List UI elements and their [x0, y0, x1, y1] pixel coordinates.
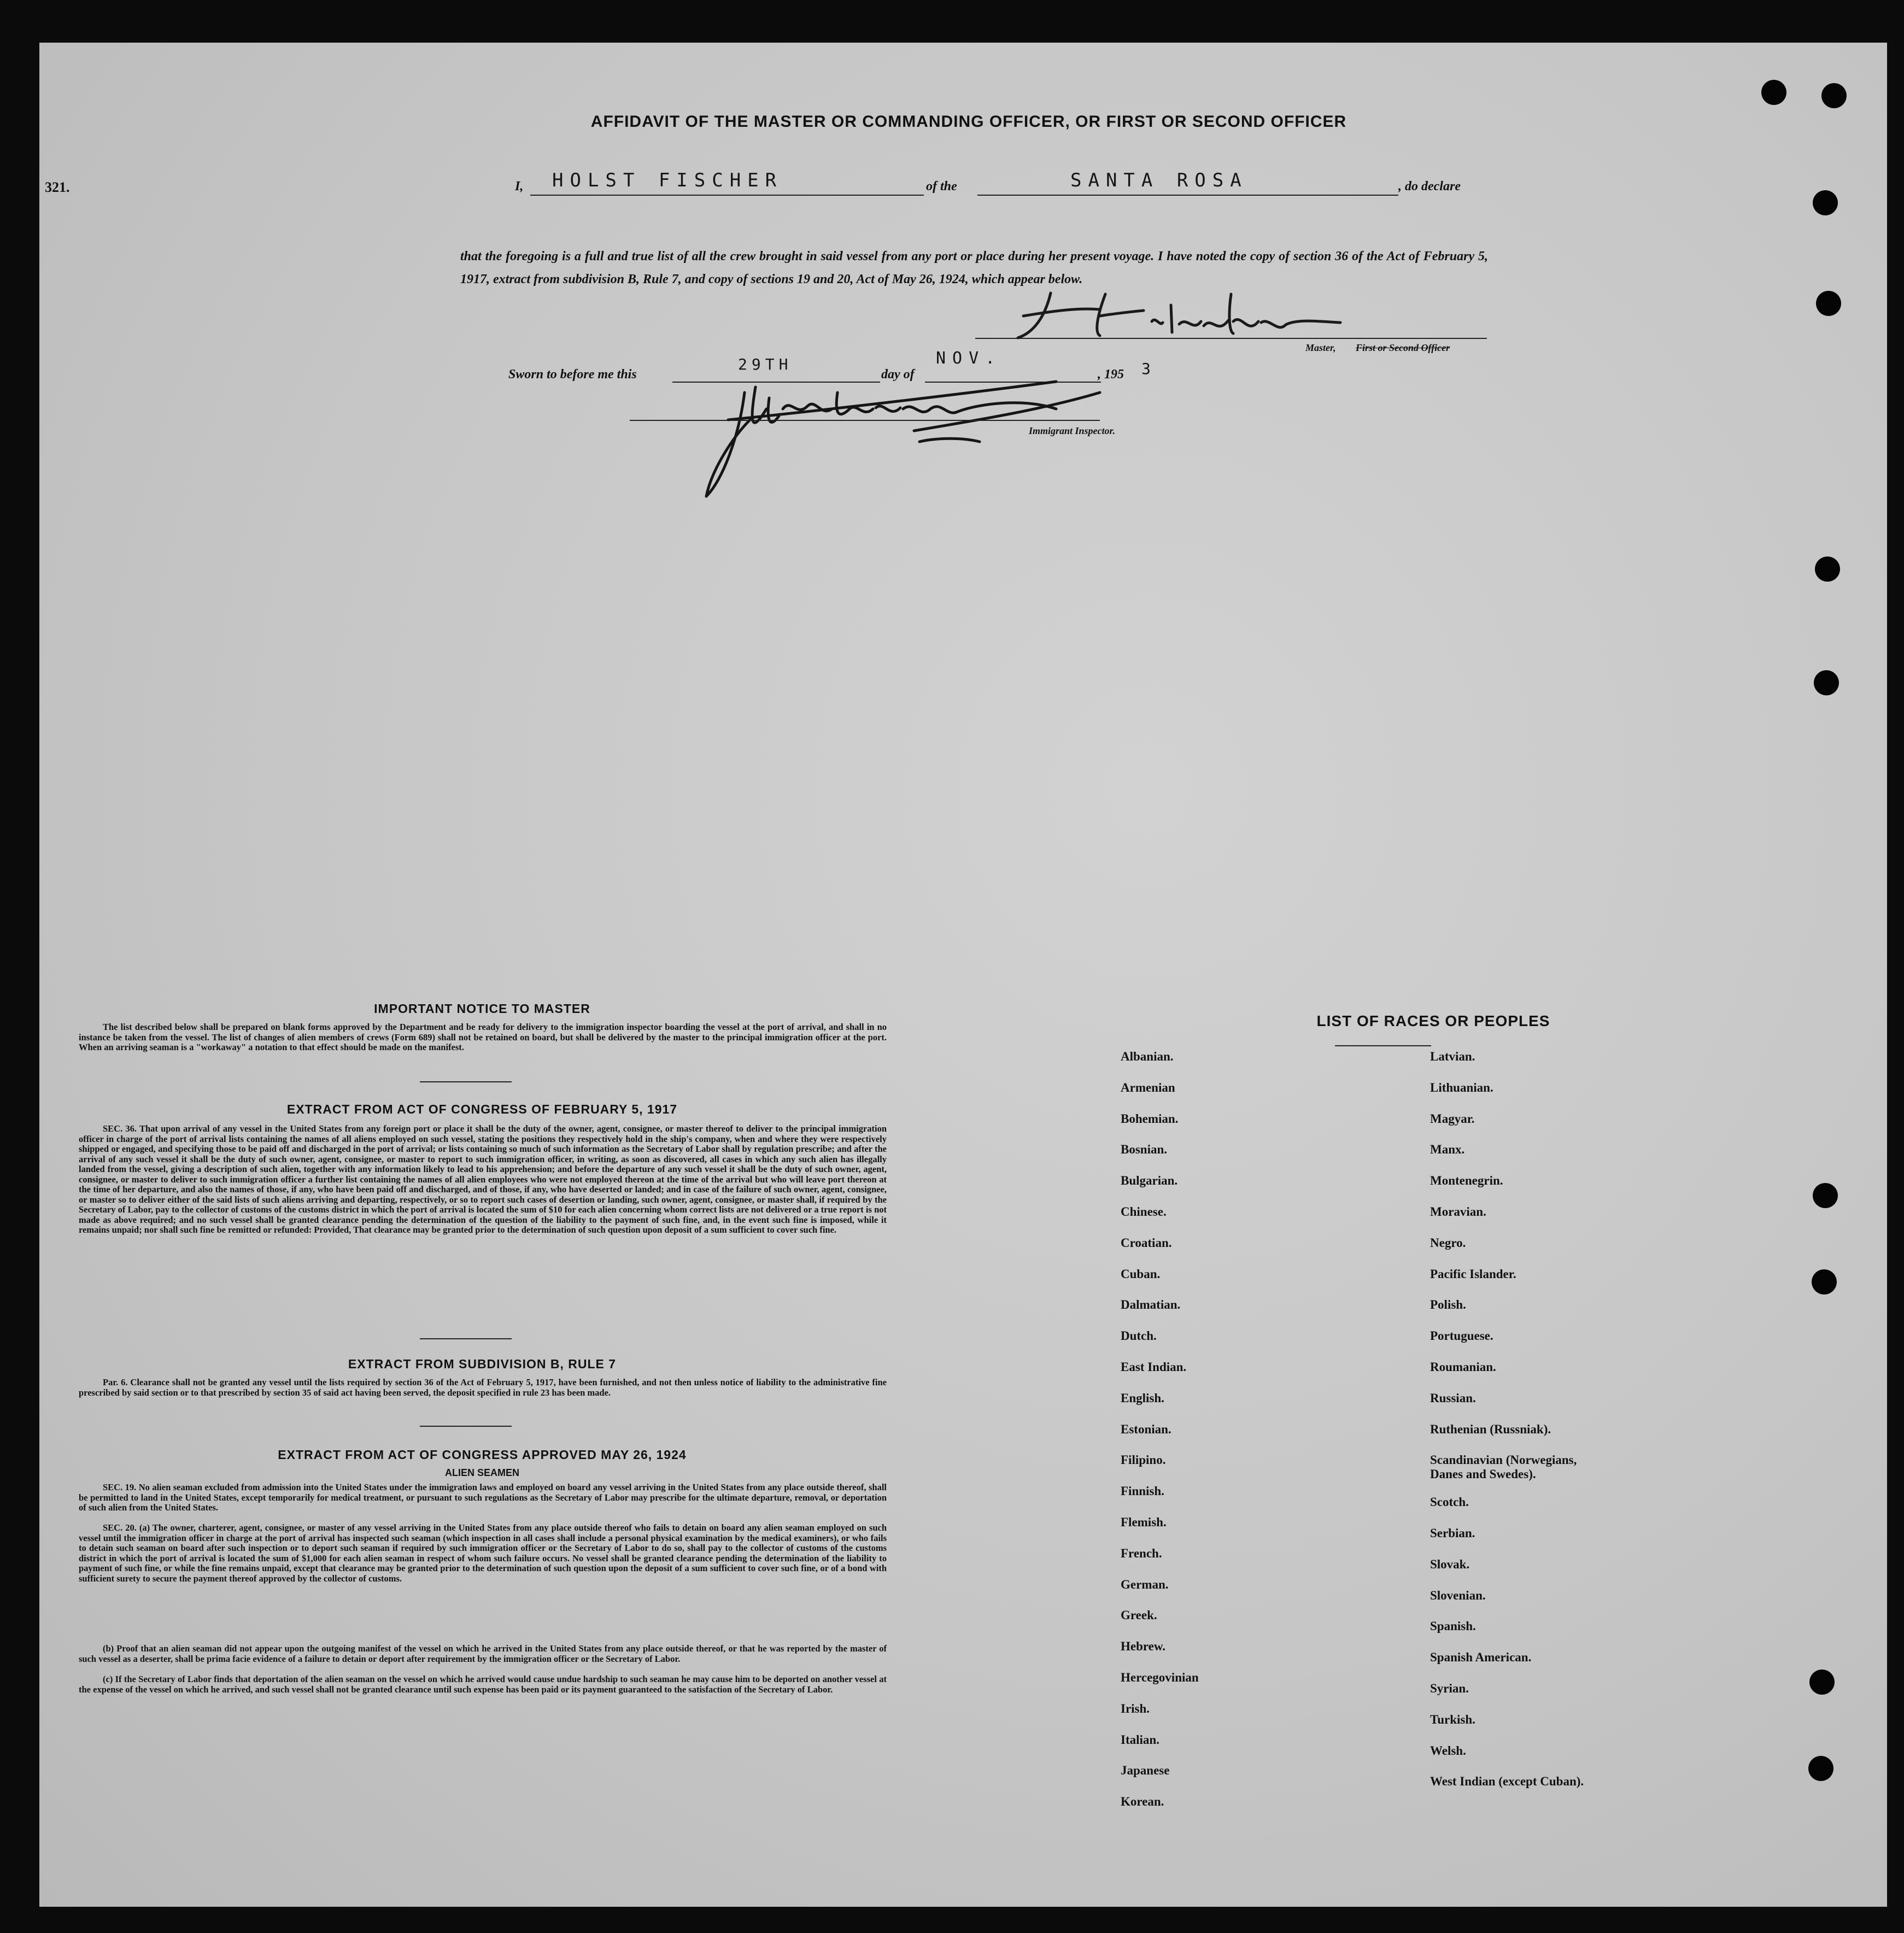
inspector-signature-line — [630, 420, 1100, 421]
do-declare-label: , do declare — [1398, 179, 1461, 194]
race-item: Japanese — [1121, 1764, 1170, 1777]
race-item: German. — [1121, 1578, 1169, 1591]
race-item: Italian. — [1121, 1733, 1159, 1747]
race-item: Irish. — [1121, 1702, 1150, 1715]
race-item: Turkish. — [1430, 1713, 1475, 1726]
race-item: East Indian. — [1121, 1360, 1187, 1374]
sworn-year-digit: 3 — [1141, 360, 1151, 378]
race-item: Syrian. — [1430, 1682, 1469, 1695]
race-item: Hercegovinian — [1121, 1671, 1199, 1684]
race-item: Welsh. — [1430, 1744, 1466, 1758]
race-item: Bosnian. — [1121, 1143, 1168, 1156]
race-item: Lithuanian. — [1430, 1081, 1493, 1094]
alien-seamen-subtitle: ALIEN SEAMEN — [444, 1467, 519, 1478]
affidavit-title: AFFIDAVIT OF THE MASTER OR COMMANDING OFFICER, OR FIRST OR SECOND OFFICER — [590, 113, 1347, 131]
notice-title: IMPORTANT NOTICE TO MASTER — [374, 1001, 590, 1016]
race-item: Slovenian. — [1430, 1589, 1486, 1602]
declaration-prefix: I, — [515, 179, 524, 194]
race-item: Moravian. — [1430, 1205, 1486, 1219]
race-item: French. — [1121, 1547, 1162, 1560]
race-item: Filipino. — [1121, 1453, 1166, 1467]
race-item: Armenian — [1121, 1081, 1175, 1094]
sworn-year-prefix: , 195 — [1098, 367, 1124, 382]
race-item: Cuban. — [1121, 1267, 1161, 1281]
race-item: Croatian. — [1121, 1236, 1172, 1250]
of-the-label: of the — [926, 179, 957, 194]
races-title-rule — [1335, 1045, 1431, 1046]
race-item: Hebrew. — [1121, 1639, 1165, 1653]
affidavit-body: that the foregoing is a full and true list of all the crew brought in said vessel from any port or place during her present voyage. I have noted the copy of section 36 of the Act of February 5, 1917, extract from subdivision B, Rule 7, and copy of sections 19 and 20, Act of May 26, 1924, which appear below. — [460, 249, 1488, 286]
section-divider — [420, 1426, 512, 1427]
race-item: Slovak. — [1430, 1557, 1470, 1571]
sec20b-text: (b) Proof that an alien seaman did not appear upon the outgoing manifest of the vessel on which he arrived in the United States from any place outside thereof, or that he was reported by the master of such vessel as a deserter, shall be prima facie evidence of a failure to detain or deport after requirement by the immigration officer or the Secretary of Labor. — [79, 1643, 887, 1664]
day-of-label: day of — [881, 367, 915, 382]
race-item: Scotch. — [1430, 1495, 1469, 1509]
extract-1917-title: EXTRACT FROM ACT OF CONGRESS OF FEBRUARY 5, 1917 — [286, 1102, 678, 1116]
race-item: Bohemian. — [1121, 1112, 1179, 1126]
race-item: Pacific Islander. — [1430, 1267, 1516, 1281]
race-item: Polish. — [1430, 1298, 1466, 1311]
margin-mark: 321. — [45, 179, 70, 195]
race-item: Russian. — [1430, 1391, 1476, 1405]
binder-hole — [1812, 1269, 1837, 1294]
binder-hole — [1816, 291, 1841, 316]
race-item: Spanish. — [1430, 1619, 1476, 1633]
section-divider — [420, 1081, 512, 1082]
race-item: Bulgarian. — [1121, 1174, 1178, 1187]
sworn-day: 29TH — [738, 355, 793, 373]
section-divider — [420, 1338, 512, 1339]
sworn-month: NOV. — [936, 349, 1002, 368]
rule7-text: Par. 6. Clearance shall not be granted any vessel until the lists required by section 36 of the Act of February 5, 1917, have been furnished, and not then unless notice of liability to the administrative fine prescribed by said section or to that prescribed by section 35 of said act having been served, the deposit specified in rule 23 has been made. — [79, 1377, 887, 1398]
race-item: Portuguese. — [1430, 1329, 1493, 1343]
binder-hole — [1814, 670, 1839, 695]
vessel-name: SANTA ROSA — [1070, 169, 1248, 191]
rule7-title: EXTRACT FROM SUBDIVISION B, RULE 7 — [348, 1357, 617, 1371]
binder-hole — [1821, 83, 1847, 108]
race-item: Finnish. — [1121, 1484, 1164, 1498]
binder-hole — [1815, 557, 1840, 582]
notice-text: The list described below shall be prepared on blank forms approved by the Department and be ready for delivery to the immigration inspector boarding the vessel at the port of arrival, and shall in no instance be taken from the vessel. The list of changes of alien members of crews (Form 689) shall not be retained on board, but shall be delivered by the master to the principal immigration officer at the port. When an arriving seaman is a "workaway" a notation to that effect should be made on the manifest. — [79, 1022, 887, 1052]
race-item: West Indian (except Cuban). — [1430, 1774, 1584, 1788]
document-page — [39, 43, 1887, 1907]
binder-hole — [1813, 1183, 1838, 1208]
race-item: Magyar. — [1430, 1112, 1475, 1126]
sec19-text: SEC. 19. No alien seaman excluded from admission into the United States under the immigration laws and employed on board any vessel arriving in the United States from any place outside thereof, shall be permitted to land in the United States, except temporarily for medical treatment, or pursuant to such regulations as the Secretary of Labor may prescribe for the ultimate departure, removal, or deportation of such alien from the United States. — [79, 1482, 887, 1513]
race-item: Greek. — [1121, 1608, 1157, 1622]
race-item: Korean. — [1121, 1795, 1164, 1808]
race-item: Latvian. — [1430, 1050, 1475, 1063]
binder-hole — [1809, 1670, 1835, 1695]
master-name-line — [530, 195, 924, 196]
race-item: Chinese. — [1121, 1205, 1167, 1219]
master-name: HOLST FISCHER — [552, 169, 783, 191]
vessel-name-line — [977, 195, 1398, 196]
race-item: Ruthenian (Russniak). — [1430, 1422, 1551, 1436]
race-item: English. — [1121, 1391, 1164, 1405]
extract-1917-text: SEC. 36. That upon arrival of any vessel in the United States from any foreign port or place it shall be the duty of the owner, agent, consignee, or master thereof to deliver to the principal immigration officer in charge of the port of arrival lists containing the names of all aliens employed on such vessel, stating the positions they respectively hold in the ship's company, when and where they were respectively shipped or engaged, and specifying those to be paid off and discharged in the port of arrival; or lists containing so much of such information as the Secretary of Labor shall by regulation prescribe; and after the arrival of any such vessel it shall be the duty of such owner, agent, consignee, or master to report to such immigration officer, in writing, as soon as discovered, all cases in which any such alien has illegally landed from the vessel, giving a description of such alien, together with any information likely to lead to his apprehension; and before the departure of any such vessel it shall be the duty of such owner, agent, consignee, or master to deliver to such immigration officer a further list containing the names of all alien employees who were not employed thereon at the time of the arrival but who will leave port thereon at the time of her departure, and also the names of those, if any, who have been paid off and discharged, and of those, if any, who have deserted or landed; and in case of the failure of such owner, agent, consignee, or master so to deliver either of the said lists of such aliens arriving and departing, respectively, or so to report such cases of desertion or landing, such owner, agent, consignee, or master shall, if required by the Secretary of Labor, pay to the collector of customs of the customs district in which the port of arrival is located the sum of $10 for each alien concerning whom correct lists are not delivered or a true report is not made as above required; and no such vessel shall be granted clearance pending the determination of the question of the liability to the payment of such fine, and, in the event such fine is imposed, while it remains unpaid; nor shall such fine be remitted or refunded: Provided, That clearance may be granted prior to the determination of such question upon deposit of a sum sufficient to cover such fine. — [79, 1123, 887, 1235]
race-item: Flemish. — [1121, 1515, 1167, 1529]
race-item: Negro. — [1430, 1236, 1466, 1250]
race-item: Manx. — [1430, 1143, 1465, 1156]
race-item: Estonian. — [1121, 1422, 1171, 1436]
binder-hole — [1808, 1756, 1833, 1781]
binder-hole — [1761, 80, 1786, 105]
sec20c-text: (c) If the Secretary of Labor finds that deportation of the alien seaman on the vessel on which he arrived would cause undue hardship to such seaman he may cause him to be deported on another vessel at the expense of the vessel on which he arrived, and such vessel shall not be granted clearance until such expense has been paid or its payment guaranteed to the satisfaction of the Secretary of Labor. — [79, 1674, 887, 1695]
race-item: Albanian. — [1121, 1050, 1174, 1063]
master-label: Master, — [1305, 342, 1336, 353]
race-item: Dutch. — [1121, 1329, 1157, 1343]
inspector-label: Immigrant Inspector. — [1029, 425, 1116, 436]
extract-1924-title: EXTRACT FROM ACT OF CONGRESS APPROVED MAY 26, 1924 — [278, 1448, 687, 1462]
race-item: Spanish American. — [1430, 1650, 1532, 1664]
binder-hole — [1813, 190, 1838, 215]
race-item: Roumanian. — [1430, 1360, 1496, 1374]
race-item: Serbian. — [1430, 1526, 1475, 1540]
race-item: Montenegrin. — [1430, 1174, 1503, 1187]
races-title: LIST OF RACES OR PEOPLES — [1316, 1012, 1550, 1029]
race-item: Dalmatian. — [1121, 1298, 1181, 1311]
struck-officer-label: First or Second Officer — [1356, 342, 1450, 353]
race-item: Scandinavian (Norwegians, Danes and Swedes). — [1430, 1453, 1577, 1481]
sec20a-text: SEC. 20. (a) The owner, charterer, agent, consignee, or master of any vessel arriving in the United States from any place outside thereof who fails to detain on board any alien seaman employed on such vessel until the immigration officer in charge at the port of arrival has inspected such seaman (which inspection in all cases shall include a personal physical examination by the medical examiners), or who fails to detain such seaman on board after such inspection or to deport such seaman if required by such immigration officer or the Secretary of Labor to do so, shall pay to the collector of customs of the customs district in which the port of arrival is located the sum of $1,000 for each alien seaman in respect of whom such failure occurs. No vessel shall be granted clearance pending the determination of the liability to payment of such fine, or while the fine remains unpaid, except that clearance may be granted prior to the determination of such question upon the deposit of a sum sufficient to cover such fine, or of a bond with sufficient surety to secure the payment thereof approved by the collector of customs. — [79, 1522, 887, 1584]
sworn-prefix: Sworn to before me this — [508, 367, 637, 382]
master-signature — [1012, 283, 1351, 349]
